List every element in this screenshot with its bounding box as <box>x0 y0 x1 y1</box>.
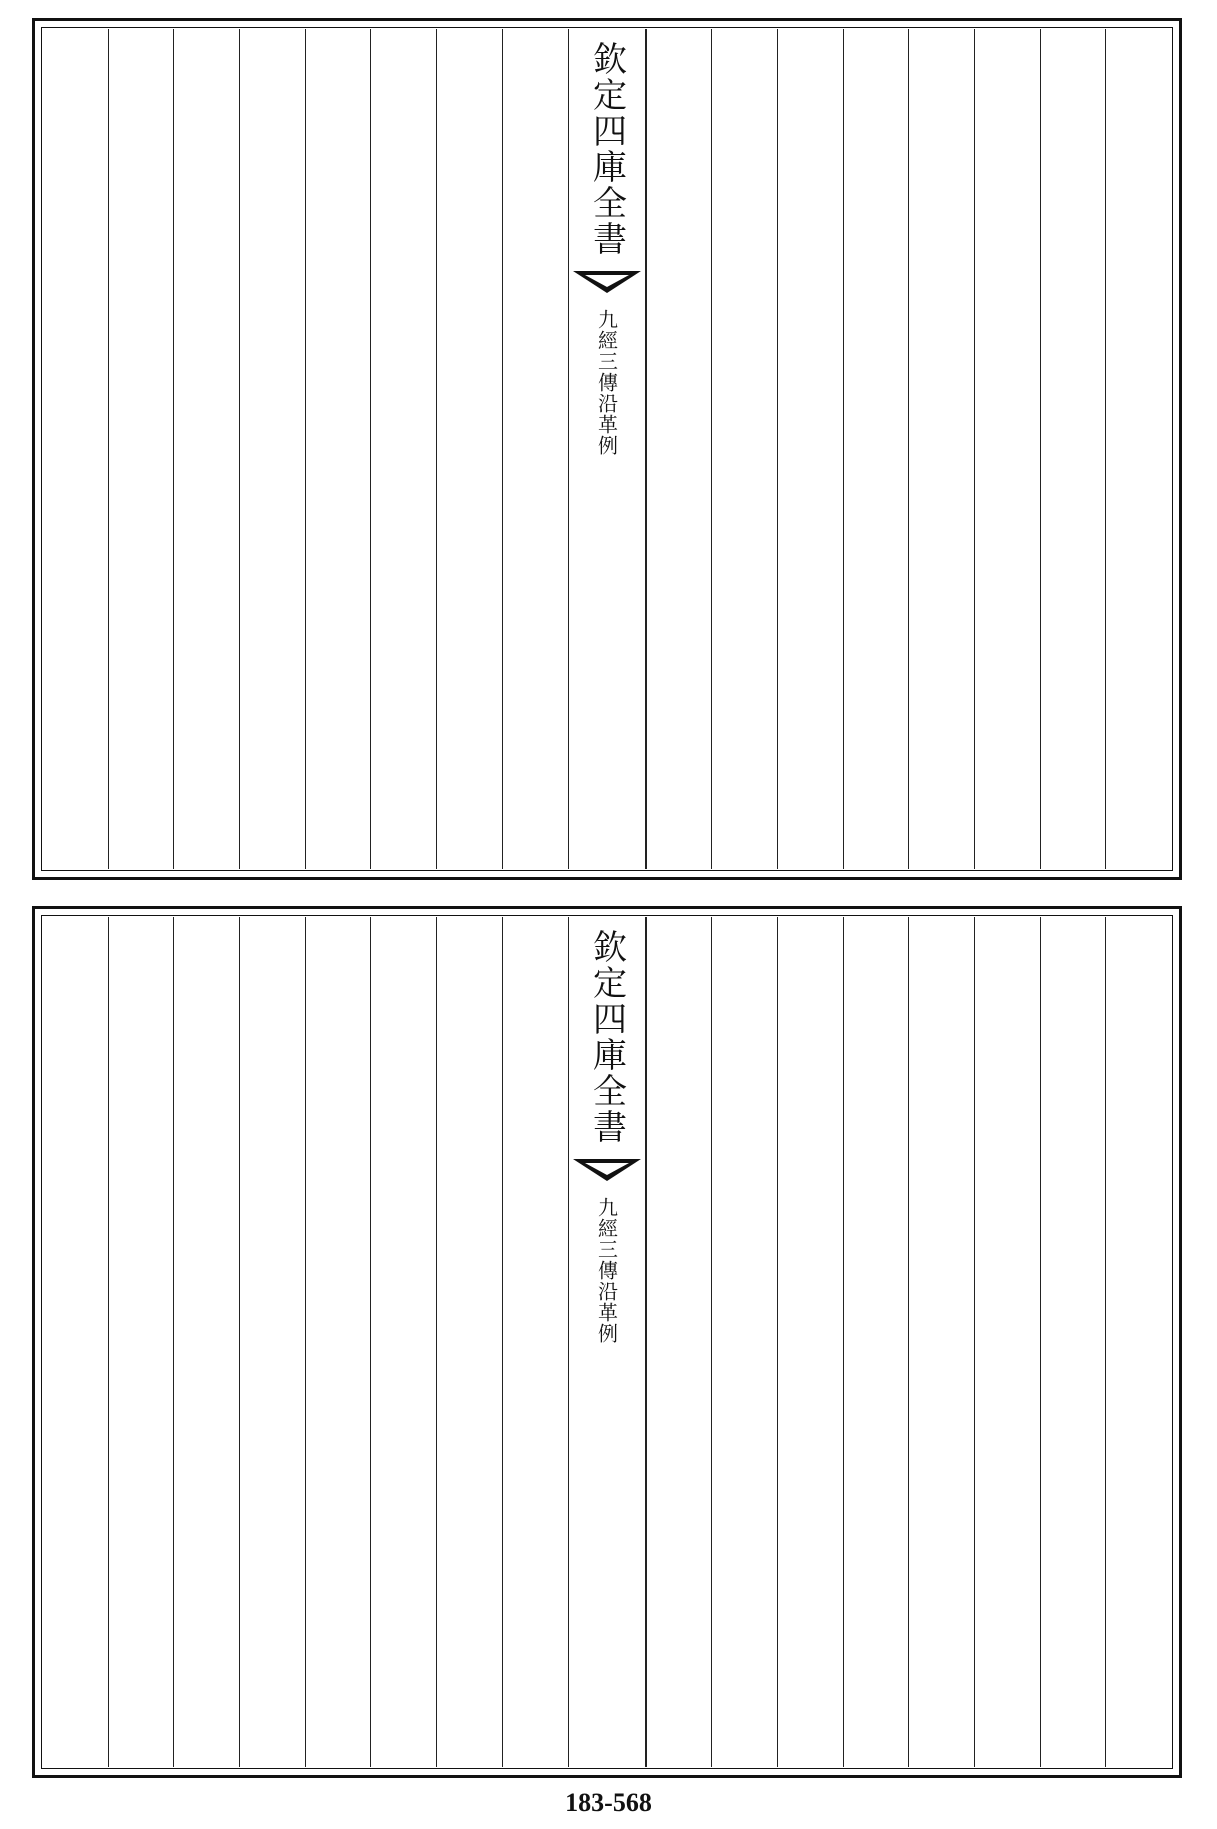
text-column <box>173 917 239 1767</box>
text-column <box>777 29 843 869</box>
section-label: 九經三傳沿革例 <box>594 309 619 456</box>
text-column <box>370 917 436 1767</box>
text-column <box>502 917 568 1767</box>
center-fold-column <box>568 917 646 1767</box>
page-number: 183-568 <box>565 1788 652 1817</box>
text-column <box>173 29 239 869</box>
text-column <box>1040 29 1106 869</box>
text-column <box>974 917 1040 1767</box>
text-column <box>908 917 974 1767</box>
text-column <box>1105 917 1171 1767</box>
text-column <box>843 917 909 1767</box>
text-column <box>1040 917 1106 1767</box>
text-column <box>239 917 305 1767</box>
text-column <box>646 917 712 1767</box>
lower-page <box>32 906 1182 1778</box>
center-fold-column <box>568 29 646 869</box>
text-column <box>711 917 777 1767</box>
running-title: 欽定四庫全書 <box>586 41 627 257</box>
text-column <box>239 29 305 869</box>
text-column <box>108 29 174 869</box>
text-column <box>43 917 108 1767</box>
text-columns <box>43 29 1171 869</box>
fishtail-mark-icon <box>573 271 641 293</box>
text-column <box>305 29 371 869</box>
text-column <box>436 917 502 1767</box>
text-column <box>436 29 502 869</box>
text-columns <box>43 917 1171 1767</box>
text-column <box>908 29 974 869</box>
text-column <box>502 29 568 869</box>
upper-page <box>32 18 1182 880</box>
text-column <box>777 917 843 1767</box>
running-title: 欽定四庫全書 <box>586 929 627 1145</box>
text-column <box>711 29 777 869</box>
text-column <box>43 29 108 869</box>
text-column <box>646 29 712 869</box>
section-label: 九經三傳沿革例 <box>594 1197 619 1344</box>
text-column <box>974 29 1040 869</box>
text-column <box>1105 29 1171 869</box>
text-column <box>108 917 174 1767</box>
fishtail-mark-icon <box>573 1159 641 1181</box>
text-column <box>305 917 371 1767</box>
text-column <box>370 29 436 869</box>
text-column <box>843 29 909 869</box>
